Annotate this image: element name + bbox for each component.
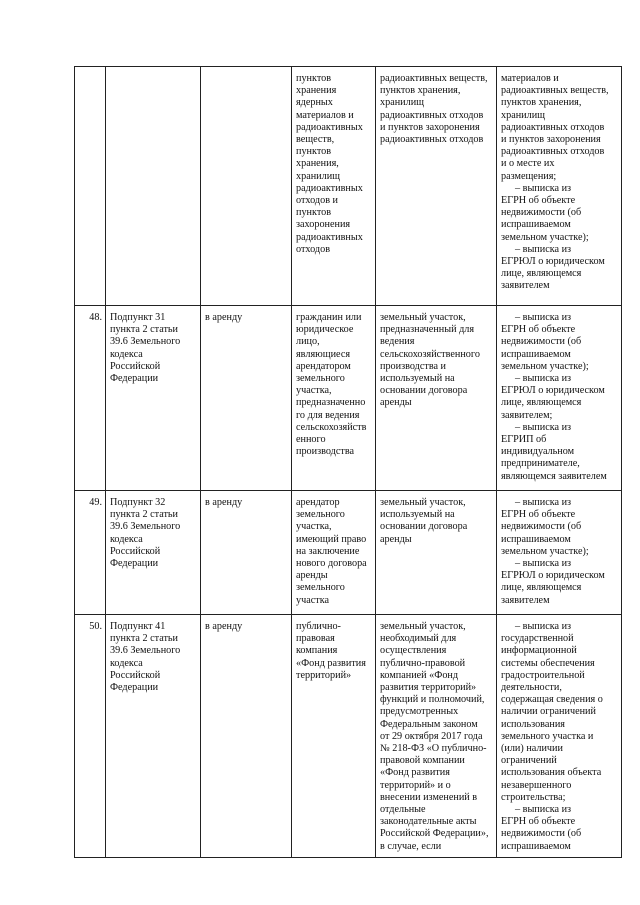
cell-text-line: территорий» и о: [380, 779, 451, 791]
cell-text-line: «Фонд развития: [296, 657, 366, 669]
cell-text-line: использования объекта: [501, 767, 602, 779]
cell-text-line: используемый на: [380, 509, 455, 521]
cell-text-line: 39.6 Земельного: [110, 521, 181, 533]
cell-text-line: недвижимости (об: [501, 828, 582, 840]
cell-text-line: радиоактивных отходов: [380, 134, 484, 146]
cell-text-line: правовой компании: [380, 755, 465, 767]
cell-text-line: информационной: [501, 645, 577, 657]
cell-text-line: в аренду: [205, 497, 243, 508]
cell-text-line: Федеральным законом: [380, 718, 478, 730]
cell-text-line: являющиеся: [296, 348, 351, 360]
cell-text-line: хранения,: [296, 158, 339, 170]
table-row: [75, 615, 622, 858]
cell-text-line: радиоактивных: [296, 182, 363, 194]
grant-type-cell: [201, 67, 292, 306]
cell-text-line: ЕГРН об объекте: [501, 195, 576, 207]
cell-text-line: и пунктов захоронения: [501, 134, 601, 146]
cell-text-line: наличии ограничений: [501, 706, 596, 718]
grant-type-cell: [201, 306, 292, 491]
cell-text-line: предназначенно: [296, 397, 366, 409]
row-number-cell: [75, 306, 106, 491]
cell-text-line: основании договора: [380, 385, 468, 397]
cell-text-line: функций и полномочий,: [380, 694, 485, 706]
row-number-cell: [75, 491, 106, 615]
table-row: [75, 306, 622, 491]
cell-text-line: испрашиваемом: [501, 219, 571, 231]
cell-text-line: используемый на: [380, 373, 455, 385]
documents-cell: [497, 615, 622, 858]
cell-text-line: радиоактивных: [296, 121, 363, 133]
cell-text-line: – выписка из: [515, 312, 572, 323]
cell-text-line: земельного: [296, 509, 345, 521]
cell-text-line: лицо,: [296, 336, 320, 348]
cell-text-line: пунктов: [296, 207, 332, 219]
cell-text-line: земельного: [296, 373, 345, 385]
cell-text-line: недвижимости (об: [501, 521, 582, 533]
cell-text-line: сельскохозяйств: [296, 421, 367, 433]
cell-text-line: Российской Федерации»,: [380, 828, 489, 840]
cell-text-line: развития территорий»: [380, 682, 477, 694]
documents-cell: [497, 306, 622, 491]
applicant-cell: [292, 491, 376, 615]
cell-text-line: лице, являющемся: [501, 397, 582, 409]
legal-basis-cell: [106, 306, 201, 491]
table-row: [75, 67, 622, 306]
cell-text-line: 39.6 Земельного: [110, 336, 181, 348]
cell-text-line: ЕГРН об объекте: [501, 324, 576, 336]
legal-basis-cell: [106, 615, 201, 858]
grant-type-cell: [201, 615, 292, 858]
cell-text-line: земельном участке);: [501, 231, 589, 243]
cell-text-line: заявителем: [501, 594, 550, 606]
cell-text-line: необходимый для: [380, 633, 457, 645]
cell-text-line: кодекса: [110, 348, 143, 360]
cell-text-line: от 29 октября 2017 года: [380, 730, 483, 742]
cell-text-line: Российской: [110, 669, 161, 681]
cell-text-line: – выписка из: [515, 497, 572, 508]
cell-text-line: – выписка из: [515, 621, 572, 632]
cell-text-line: отдельные: [380, 804, 426, 816]
row-number-cell: [75, 67, 106, 306]
cell-text-line: ЕГРН об объекте: [501, 509, 576, 521]
cell-text-line: территорий»: [296, 669, 352, 681]
cell-text-line: испрашиваемом: [501, 840, 571, 852]
cell-text-line: деятельности,: [501, 682, 562, 694]
grant-type-cell: [201, 491, 292, 615]
cell-text-line: го для ведения: [296, 409, 360, 421]
cell-text-line: государственной: [501, 633, 574, 645]
row-number: 48.: [89, 312, 102, 323]
cell-text-line: недвижимости (об: [501, 207, 582, 219]
cell-text-line: содержащая сведения о: [501, 694, 603, 706]
cell-text-line: радиоактивных отходов: [380, 109, 484, 121]
cell-text-line: лице, являющемся: [501, 268, 582, 280]
cell-text-line: радиоактивных: [296, 231, 363, 243]
cell-text-line: пункта 2 статьи: [110, 324, 179, 336]
cell-text-line: гражданин или: [296, 312, 362, 323]
cell-text-line: кодекса: [110, 657, 143, 669]
cell-text-line: ведения: [380, 336, 415, 348]
cell-text-line: – выписка из: [515, 558, 572, 570]
table-row: [75, 491, 622, 615]
cell-text-line: арендатором: [296, 360, 351, 372]
cell-text-line: осуществления: [380, 645, 447, 657]
cell-text-line: незавершенного: [501, 779, 572, 791]
cell-text-line: земельного участка и: [501, 730, 594, 742]
cell-text-line: в аренду: [205, 312, 243, 323]
cell-text-line: предназначенный для: [380, 324, 475, 336]
cell-text-line: материалов и: [501, 73, 559, 84]
cell-text-line: системы обеспечения: [501, 657, 595, 669]
cell-text-line: лице, являющемся: [501, 582, 582, 594]
cell-text-line: и пунктов захоронения: [380, 121, 480, 133]
legal-basis-cell: [106, 67, 201, 306]
cell-text-line: радиоактивных веществ,: [380, 73, 488, 84]
cell-text-line: «Фонд развития: [380, 767, 450, 779]
cell-text-line: недвижимости (об: [501, 336, 582, 348]
cell-text-line: имеющий право: [296, 533, 367, 545]
cell-text-line: участка,: [296, 521, 332, 533]
applicant-cell: [292, 306, 376, 491]
cell-text-line: аренды: [380, 533, 412, 545]
cell-text-line: захоронения: [296, 219, 351, 231]
documents-cell: [497, 67, 622, 306]
cell-text-line: правовая: [296, 633, 335, 645]
cell-text-line: Российской: [110, 360, 161, 372]
cell-text-line: ЕГРН об объекте: [501, 816, 576, 828]
cell-text-line: сельскохозяйственного: [380, 348, 480, 360]
cell-text-line: основании договора: [380, 521, 468, 533]
cell-text-line: являющемся заявителем: [501, 470, 607, 482]
cell-text-line: отходов и: [296, 195, 339, 207]
cell-text-line: ЕГРЮЛ о юридическом: [501, 385, 605, 397]
cell-text-line: земельного: [296, 582, 345, 594]
cell-text-line: веществ,: [296, 134, 335, 146]
cell-text-line: в случае, если: [380, 840, 442, 852]
cell-text-line: испрашиваемом: [501, 533, 571, 545]
cell-text-line: Подпункт 31: [110, 312, 166, 323]
cell-text-line: ЕГРЮЛ о юридическом: [501, 256, 605, 268]
cell-text-line: и о месте их: [501, 158, 555, 170]
documents-cell: [497, 491, 622, 615]
cell-text-line: строительства;: [501, 791, 566, 803]
cell-text-line: – выписка из: [515, 243, 572, 255]
cell-text-line: Федерации: [110, 558, 159, 570]
cell-text-line: на заключение: [296, 545, 360, 557]
cell-text-line: – выписка из: [515, 421, 572, 433]
cell-text-line: градостроительной: [501, 669, 585, 681]
cell-text-line: пунктов: [296, 146, 332, 158]
cell-text-line: пунктов хранения,: [380, 85, 461, 97]
cell-text-line: предпринимателе,: [501, 458, 580, 470]
cell-text-line: земельный участок,: [380, 312, 466, 323]
document-table: [74, 66, 622, 858]
cell-text-line: участка,: [296, 385, 332, 397]
land-plot-cell: [376, 306, 497, 491]
cell-text-line: Подпункт 41: [110, 621, 166, 632]
cell-text-line: заявителем: [501, 280, 550, 292]
cell-text-line: пунктов хранения,: [501, 97, 582, 109]
cell-text-line: предусмотренных: [380, 706, 459, 718]
cell-text-line: Подпункт 32: [110, 497, 166, 508]
cell-text-line: пунктов: [296, 73, 332, 84]
cell-text-line: – выписка из: [515, 373, 572, 385]
cell-text-line: земельный участок,: [380, 497, 466, 508]
cell-text-line: законодательные акты: [380, 816, 477, 828]
cell-text-line: компанией «Фонд: [380, 669, 459, 681]
cell-text-line: кодекса: [110, 533, 143, 545]
cell-text-line: компания: [296, 645, 338, 657]
cell-text-line: Федерации: [110, 373, 159, 385]
cell-text-line: публично-: [296, 621, 341, 632]
applicant-cell: [292, 615, 376, 858]
land-plot-cell: [376, 491, 497, 615]
cell-text-line: аренды: [296, 570, 328, 582]
row-number-cell: [75, 615, 106, 858]
cell-text-line: отходов: [296, 243, 331, 255]
cell-text-line: хранилищ: [501, 109, 545, 121]
cell-text-line: ЕГРЮЛ о юридическом: [501, 570, 605, 582]
cell-text-line: ядерных: [296, 97, 333, 109]
cell-text-line: хранилищ: [296, 170, 340, 182]
cell-text-line: – выписка из: [515, 804, 572, 816]
cell-text-line: использования: [501, 718, 565, 730]
cell-text-line: публично-правовой: [380, 657, 466, 669]
legal-basis-cell: [106, 491, 201, 615]
land-plot-cell: [376, 615, 497, 858]
cell-text-line: производства и: [380, 360, 447, 372]
row-number: 50.: [89, 621, 102, 632]
cell-text-line: заявителем;: [501, 409, 553, 421]
cell-text-line: испрашиваемом: [501, 348, 571, 360]
cell-text-line: (или) наличии: [501, 743, 563, 755]
cell-text-line: индивидуальном: [501, 446, 575, 458]
cell-text-line: енного: [296, 434, 326, 446]
land-plot-cell: [376, 67, 497, 306]
cell-text-line: аренды: [380, 397, 412, 409]
cell-text-line: радиоактивных отходов: [501, 121, 605, 133]
cell-text-line: радиоактивных отходов: [501, 146, 605, 158]
cell-text-line: Федерации: [110, 682, 159, 694]
cell-text-line: – выписка из: [515, 182, 572, 194]
applicant-cell: [292, 67, 376, 306]
cell-text-line: юридическое: [296, 324, 354, 336]
cell-text-line: Российской: [110, 545, 161, 557]
cell-text-line: хранения: [296, 85, 337, 97]
cell-text-line: земельный участок,: [380, 621, 466, 632]
cell-text-line: размещения;: [501, 170, 557, 182]
cell-text-line: ограничений: [501, 755, 557, 767]
cell-text-line: нового договора: [296, 558, 367, 570]
cell-text-line: материалов и: [296, 109, 354, 121]
cell-text-line: 39.6 Земельного: [110, 645, 181, 657]
cell-text-line: пункта 2 статьи: [110, 509, 179, 521]
cell-text-line: хранилищ: [380, 97, 424, 109]
cell-text-line: радиоактивных веществ,: [501, 85, 609, 97]
cell-text-line: арендатор: [296, 497, 340, 508]
cell-text-line: производства: [296, 446, 355, 458]
cell-text-line: ЕГРИП об: [501, 434, 547, 446]
cell-text-line: земельном участке);: [501, 360, 589, 372]
cell-text-line: участка: [296, 594, 330, 606]
cell-text-line: земельном участке);: [501, 545, 589, 557]
row-number: 49.: [89, 497, 102, 508]
cell-text-line: пункта 2 статьи: [110, 633, 179, 645]
cell-text-line: внесении изменений в: [380, 791, 478, 803]
cell-text-line: в аренду: [205, 621, 243, 632]
cell-text-line: № 218-ФЗ «О публично-: [380, 743, 487, 755]
